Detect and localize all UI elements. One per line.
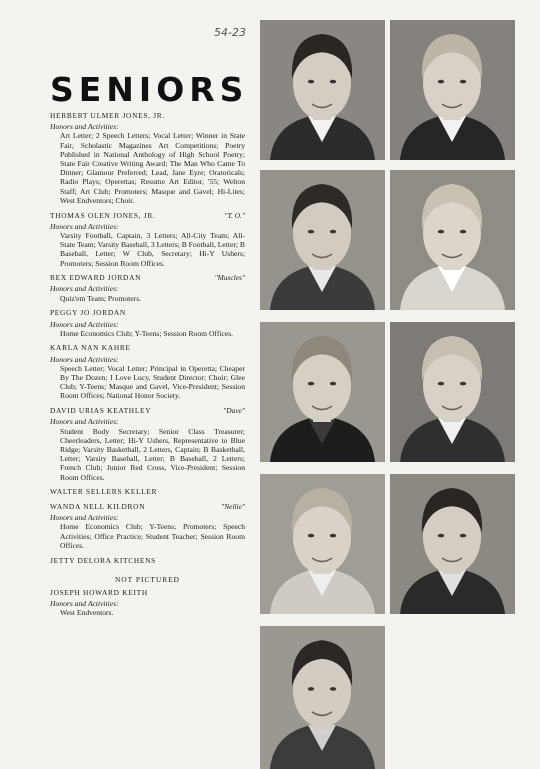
senior-entry — [50, 502, 245, 550]
left-eye — [438, 382, 444, 386]
senior-name: HERBERT ULMER JONES, JR. — [50, 111, 165, 120]
senior-entry — [50, 556, 245, 565]
portrait-photo — [260, 322, 385, 462]
left-eye — [308, 382, 314, 386]
senior-name: DAVID URIAS KEATHLEY — [50, 406, 152, 416]
honors-label: Honors and Activities: — [50, 221, 119, 231]
portrait-thomas-jones — [390, 20, 515, 160]
portrait-photo — [260, 626, 385, 769]
portrait-david-keathley — [390, 322, 515, 462]
portrait-peggy-jordan — [390, 170, 515, 310]
left-eye — [438, 230, 444, 234]
senior-entries-column — [50, 111, 245, 623]
senior-entry — [50, 343, 245, 400]
senior-name: REX EDWARD JORDAN — [50, 273, 142, 283]
senior-entry — [50, 308, 245, 338]
left-eye — [308, 80, 314, 84]
portrait-walter-keller — [260, 474, 385, 614]
right-eye — [330, 534, 336, 538]
senior-nickname: "T. O." — [224, 210, 245, 220]
honors-text: Home Economics Club; Y-Teens; Session Room Offices. — [60, 328, 234, 338]
left-eye — [438, 80, 444, 84]
honors-text: Student Body Secretary; Senior Class Treasurer; Cheerleaders, Letter; Hi-Y Ushers, Representative to Blue Ridge; Varsity Basketball, 2 Letters, Captain; B Basketball, Letter; Varsity Baseball, Letter; B Baseball, 2 Letters; French Club; Junior Red Cross, Vice-President; Session Room Offices. — [60, 426, 245, 482]
portrait-photo — [390, 322, 515, 462]
portrait-karla-kahre — [260, 322, 385, 462]
right-eye — [460, 534, 466, 538]
portrait-jetty-kitchens — [260, 626, 385, 769]
right-eye — [330, 230, 336, 234]
page-title: SENIORS — [50, 70, 249, 109]
not-pictured-heading: NOT PICTURED — [114, 574, 181, 584]
portrait-photo — [390, 474, 515, 614]
senior-name: PEGGY JO JORDAN — [50, 308, 126, 318]
portrait-photo — [260, 170, 385, 310]
senior-name: WALTER SELLERS KELLER — [50, 487, 158, 497]
senior-entry — [50, 211, 245, 268]
not-pictured-entry — [50, 588, 245, 618]
senior-entry — [50, 111, 245, 205]
portrait-wanda-kildron — [390, 474, 515, 614]
honors-label: Honors and Activities: — [50, 319, 119, 329]
senior-nickname: "Muscles" — [214, 273, 245, 283]
handwritten-page-note: 54-23 — [214, 26, 246, 39]
right-eye — [460, 230, 466, 234]
right-eye — [460, 80, 466, 84]
honors-text: Speech Letter; Vocal Letter; Principal in Operetta; Cheaper By The Dozen; I Love Lucy, Student Director; Choir; Glee Club; Y-Teens; Masque and Gavel, Vice-President; Session Room Offices; National Honor Society. — [60, 363, 245, 401]
senior-name: JETTY DELORA KITCHENS — [50, 555, 156, 565]
right-eye — [330, 80, 336, 84]
right-eye — [330, 382, 336, 386]
portrait-photo — [260, 474, 385, 614]
senior-entry — [50, 406, 245, 482]
honors-text: Quiz'em Team; Promoters. — [60, 293, 142, 303]
honors-label: Honors and Activities: — [50, 417, 119, 427]
right-eye — [330, 687, 336, 691]
portrait-rex-jordan — [260, 170, 385, 310]
left-eye — [438, 534, 444, 538]
honors-text: Art Letter; 2 Speech Letters; Vocal Letter; Winner in State Fair, Scholastic Magazines Art Competitions; Poetry Published in National Anthology of High School Poetry; State Fair Creative Writing Award; The Man Who Came To Dinner; Glamour Preferred; Lead, Jane Eyre; Oratoricals; Radio Plays; Operettas; Resume Art Editor, '55; Welton Staff; Art Club; Promoters; Masque and Gavel; Hi-Lites; West Endventors; Choir. — [60, 131, 245, 205]
senior-name: JOSEPH HOWARD KEITH — [50, 587, 148, 597]
honors-label: Honors and Activities: — [50, 284, 119, 294]
honors-text: Varsity Football, Captain, 3 Letters; All-City Team; All-State Team; Varsity Baseball, 3 Letters; B Football, Letter; B Baseball, Letter; W Club, Secretary; Hi-Y Ushers; Promoters; Session Room Offices. — [60, 230, 245, 268]
right-eye — [460, 382, 466, 386]
portrait-photo — [390, 170, 515, 310]
left-eye — [308, 534, 314, 538]
left-eye — [308, 230, 314, 234]
senior-nickname: "Nellie" — [221, 502, 245, 512]
portrait-photo — [390, 20, 515, 160]
portrait-photo — [260, 20, 385, 160]
senior-entry — [50, 487, 245, 496]
honors-label: Honors and Activities: — [50, 354, 119, 364]
senior-name: KARLA NAN KAHRE — [50, 343, 131, 353]
left-eye — [308, 687, 314, 691]
senior-name: WANDA NELL KILDRON — [50, 502, 146, 512]
honors-label: Honors and Activities: — [50, 513, 119, 523]
honors-text: Home Economics Club; Y-Teens; Promoters; Speech Activities; Office Practice; Student Teacher; Session Room Offices. — [60, 522, 245, 550]
honors-label: Honors and Activities: — [50, 122, 119, 132]
honors-text: West Endventors. — [60, 608, 114, 618]
honors-label: Honors and Activities: — [50, 599, 119, 609]
senior-name: THOMAS OLEN JONES, JR. — [50, 210, 156, 220]
senior-entry — [50, 273, 245, 303]
senior-nickname: "Dave" — [223, 406, 245, 416]
portrait-herbert-jones — [260, 20, 385, 160]
